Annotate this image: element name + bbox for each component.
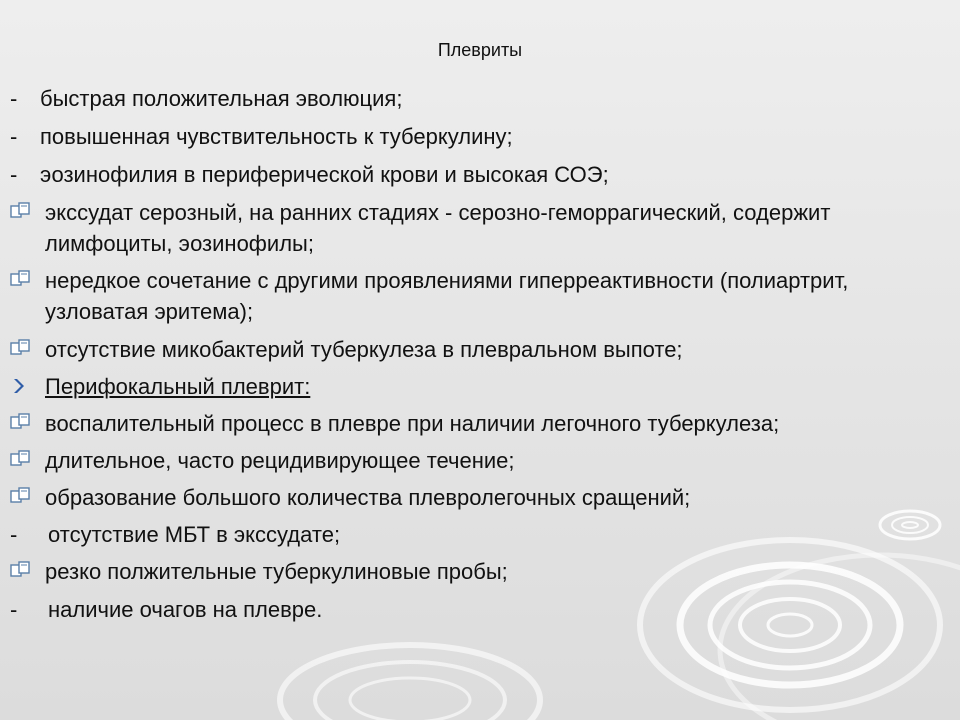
list-item-text: эозинофилия в периферической крови и высокая СОЭ; — [40, 162, 609, 187]
list-item-text: нередкое сочетание с другими проявлениями гиперреактивности (полиартрит, узловатая эритема); — [45, 268, 849, 324]
dash-marker: - — [10, 522, 18, 547]
dash-marker: - — [10, 86, 18, 111]
list-item-text: резко полжительные туберкулиновые пробы; — [45, 559, 508, 584]
list-item — [10, 408, 950, 439]
list-item — [10, 121, 950, 152]
dash-marker: - — [10, 124, 18, 149]
list-item-text: воспалительный процесс в плевре при наличии легочного туберкулеза; — [45, 411, 780, 436]
list-item-text: наличие очагов на плевре. — [48, 597, 323, 622]
list-item-text: образование большого количества плевролегочных сращений; — [45, 485, 691, 510]
list-item-text: экссудат серозный, на ранних стадиях - серозно-геморрагический, содержит лимфоциты, эозинофилы; — [45, 200, 831, 256]
list-item — [10, 83, 950, 114]
list-item-text: Перифокальный плеврит: — [45, 374, 311, 399]
dash-marker: - — [10, 597, 18, 622]
bullet-list — [10, 83, 950, 625]
list-item — [10, 482, 950, 513]
list-item-text: отсутствие МБТ в экссудате; — [48, 522, 341, 547]
list-item — [10, 371, 950, 402]
list-item — [10, 594, 950, 625]
list-item-text: отсутствие микобактерий туберкулеза в плевральном выпоте; — [45, 337, 683, 362]
list-item-text: быстрая положительная эволюция; — [40, 86, 403, 111]
list-item — [10, 519, 950, 550]
list-item — [10, 159, 950, 190]
list-item — [10, 265, 950, 327]
list-item — [10, 197, 950, 259]
slide-title: Плевриты — [437, 40, 523, 60]
list-item — [10, 445, 950, 476]
dash-marker: - — [10, 162, 18, 187]
list-item-text: длительное, часто рецидивирующее течение; — [45, 448, 515, 473]
list-item — [10, 556, 950, 587]
list-item — [10, 334, 950, 365]
list-item-text: повышенная чувствительность к туберкулину; — [40, 124, 513, 149]
